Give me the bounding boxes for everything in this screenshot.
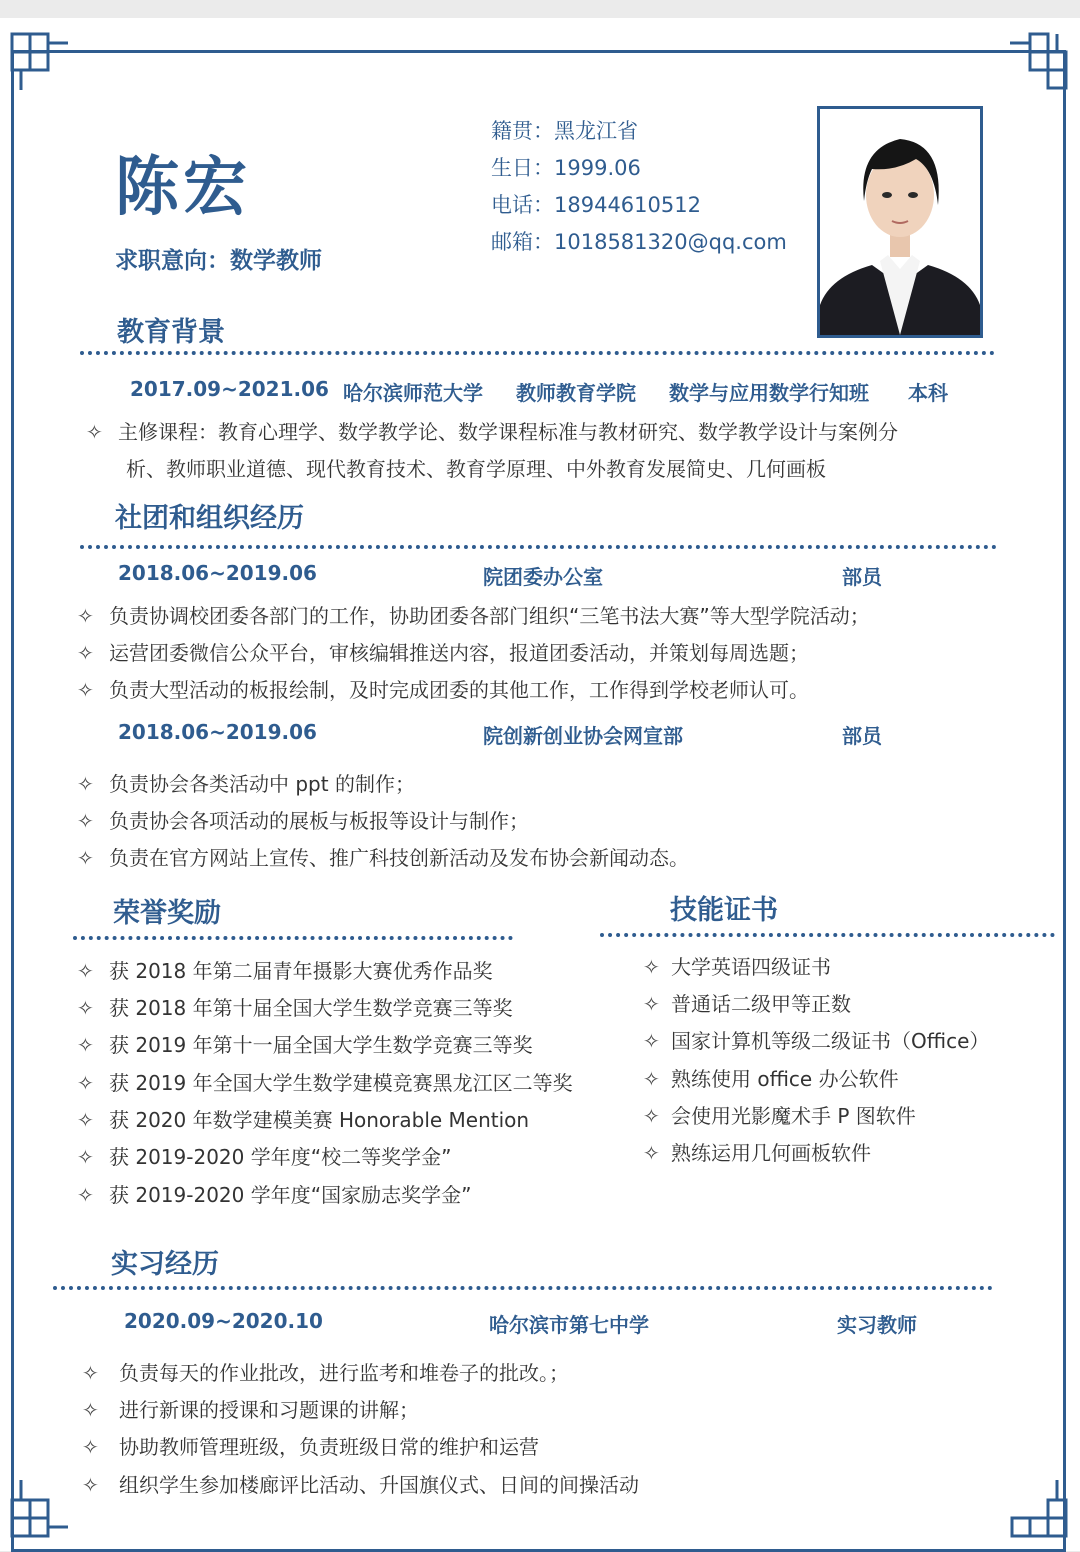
- corner-ornament-top-right-icon: [1006, 30, 1070, 94]
- education-school: 哈尔滨师范大学: [343, 381, 483, 405]
- corner-ornament-bottom-right-icon: [1006, 1476, 1070, 1540]
- resume-page: [0, 18, 1080, 1551]
- info-phone: 电话：18944610512: [491, 193, 701, 217]
- section-title-internship: 实习经历: [111, 1249, 219, 1280]
- profile-photo: [817, 106, 983, 338]
- bullet-star-icon: ✧: [77, 809, 94, 833]
- section-divider: [73, 936, 513, 940]
- corner-ornament-bottom-left-icon: [8, 1476, 72, 1540]
- list-item: ✧ 获 2019 年全国大学生数学建模竞赛黑龙江区二等奖: [77, 1071, 573, 1095]
- section-title-education: 教育背景: [117, 317, 225, 348]
- list-item: ✧ 获 2019-2020 学年度“校二等奖学金”: [77, 1145, 452, 1169]
- list-item: ✧ 运营团委微信公众平台，审核编辑推送内容，报道团委活动，并策划每周选题；: [77, 641, 809, 665]
- list-item: ✧ 获 2019 年第十一届全国大学生数学竞赛三等奖: [77, 1033, 533, 1057]
- club-1-period: 2018.06~2019.06: [118, 561, 317, 585]
- list-item: ✧ 组织学生参加楼廊评比活动、升国旗仪式、日间的间操活动: [82, 1473, 639, 1497]
- bullet-star-icon: ✧: [77, 604, 94, 628]
- bullet-star-icon: ✧: [643, 1141, 660, 1165]
- education-college: 教师教育学院: [516, 381, 636, 405]
- list-item: ✧ 负责协会各项活动的展板与板报等设计与制作；: [77, 809, 529, 833]
- internship-period: 2020.09~2020.10: [124, 1309, 323, 1333]
- list-item: ✧ 进行新课的授课和习题课的讲解；: [82, 1398, 419, 1422]
- job-intent: 求职意向：数学教师: [115, 248, 322, 274]
- list-item: ✧ 获 2018 年第二届青年摄影大赛优秀作品奖: [77, 959, 493, 983]
- bullet-star-icon: ✧: [82, 1361, 99, 1385]
- list-item: ✧ 协助教师管理班级，负责班级日常的维护和运营: [82, 1435, 539, 1459]
- club-2-role: 部员: [842, 724, 882, 748]
- bullet-star-icon: ✧: [77, 1108, 94, 1132]
- club-1-org: 院团委办公室: [483, 565, 603, 589]
- bullet-star-icon: ✧: [77, 1033, 94, 1057]
- section-title-skills: 技能证书: [670, 895, 778, 926]
- portrait-illustration-icon: [820, 109, 980, 335]
- courses-line-1: ✧ 主修课程：教育心理学、数学教学论、数学课程标准与教材研究、数学教学设计与案例分: [86, 420, 898, 444]
- bullet-star-icon: ✧: [82, 1473, 99, 1497]
- info-hometown: 籍贯：黑龙江省: [491, 119, 638, 143]
- list-item: ✧ 获 2018 年第十届全国大学生数学竞赛三等奖: [77, 996, 513, 1020]
- bullet-star-icon: ✧: [77, 641, 94, 665]
- list-item: ✧ 普通话二级甲等正数: [643, 992, 851, 1016]
- section-title-clubs: 社团和组织经历: [115, 503, 304, 534]
- section-divider: [53, 1286, 993, 1290]
- bullet-star-icon: ✧: [77, 996, 94, 1020]
- list-item: ✧ 国家计算机等级二级证书（Office）: [643, 1029, 990, 1053]
- section-divider: [600, 933, 1055, 937]
- bullet-star-icon: ✧: [643, 955, 660, 979]
- list-item: ✧ 获 2019-2020 学年度“国家励志奖学金”: [77, 1183, 472, 1207]
- bullet-star-icon: ✧: [77, 846, 94, 870]
- info-email: 邮箱：1018581320@qq.com: [491, 230, 787, 254]
- internship-org: 哈尔滨市第七中学: [489, 1313, 649, 1337]
- education-class: 数学与应用数学行知班: [669, 381, 869, 405]
- list-item: ✧ 负责大型活动的板报绘制，及时完成团委的其他工作，工作得到学校老师认可。: [77, 678, 809, 702]
- section-title-honors: 荣誉奖励: [113, 898, 221, 929]
- bullet-star-icon: ✧: [643, 992, 660, 1016]
- corner-ornament-top-left-icon: [8, 30, 72, 94]
- section-divider: [80, 351, 995, 355]
- list-item: ✧ 负责协会各类活动中 ppt 的制作；: [77, 772, 415, 796]
- internship-role: 实习教师: [837, 1313, 917, 1337]
- club-1-role: 部员: [842, 565, 882, 589]
- list-item: ✧ 会使用光影魔术手 P 图软件: [643, 1104, 916, 1128]
- bullet-star-icon: ✧: [643, 1104, 660, 1128]
- section-divider: [80, 545, 997, 549]
- club-2-period: 2018.06~2019.06: [118, 720, 317, 744]
- list-item: ✧ 熟练使用 office 办公软件: [643, 1067, 899, 1091]
- bullet-star-icon: ✧: [77, 1145, 94, 1169]
- bullet-star-icon: ✧: [77, 678, 94, 702]
- courses-line-2: 析、教师职业道德、现代教育技术、教育学原理、中外教育发展简史、几何画板: [126, 457, 826, 481]
- list-item: ✧ 获 2020 年数学建模美赛 Honorable Mention: [77, 1108, 530, 1132]
- bullet-star-icon: ✧: [77, 959, 94, 983]
- bullet-star-icon: ✧: [643, 1067, 660, 1091]
- education-period: 2017.09~2021.06: [130, 377, 329, 401]
- info-birthday: 生日：1999.06: [491, 156, 641, 180]
- bullet-star-icon: ✧: [77, 1071, 94, 1095]
- candidate-name: 陈宏: [115, 151, 251, 225]
- bullet-star-icon: ✧: [82, 1435, 99, 1459]
- bullet-star-icon: ✧: [77, 1183, 94, 1207]
- bullet-star-icon: ✧: [643, 1029, 660, 1053]
- bullet-star-icon: ✧: [86, 420, 103, 444]
- list-item: ✧ 大学英语四级证书: [643, 955, 831, 979]
- education-degree: 本科: [908, 381, 948, 405]
- club-2-org: 院创新创业协会网宣部: [483, 724, 683, 748]
- list-item: ✧ 负责在官方网站上宣传、推广科技创新活动及发布协会新闻动态。: [77, 846, 689, 870]
- list-item: ✧ 熟练运用几何画板软件: [643, 1141, 871, 1165]
- bullet-star-icon: ✧: [77, 772, 94, 796]
- bullet-star-icon: ✧: [82, 1398, 99, 1422]
- list-item: ✧ 负责协调校团委各部门的工作，协助团委各部门组织“三笔书法大赛”等大型学院活动；: [77, 604, 870, 628]
- list-item: ✧ 负责每天的作业批改，进行监考和堆卷子的批改。；: [82, 1361, 569, 1385]
